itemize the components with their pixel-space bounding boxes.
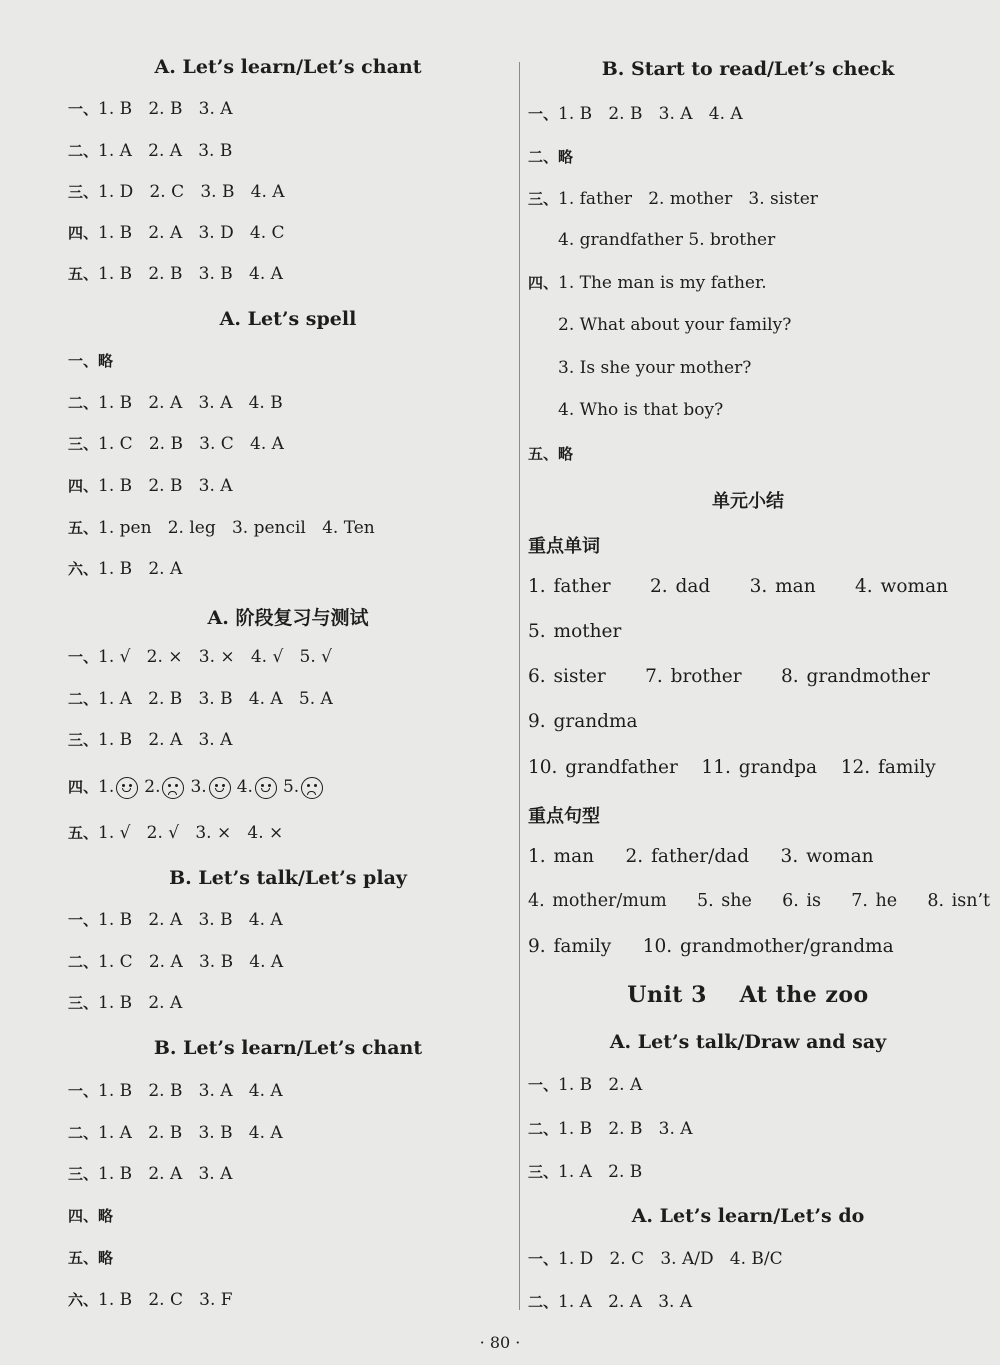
- answer-line: 四、1. B 2. B 3. A: [68, 476, 233, 496]
- section-title: A. Let’s talk/Draw and say: [609, 1031, 887, 1053]
- answer-line: 一、1. B 2. B 3. A 4. A: [68, 1081, 283, 1101]
- summary-title: 单元小结: [712, 491, 784, 512]
- answer-line: 一、1. B 2. A: [528, 1075, 643, 1095]
- answer-line: 三、1. D 2. C 3. B 4. A: [68, 182, 285, 202]
- answer-line: 五、1. B 2. B 3. B 4. A: [68, 264, 283, 284]
- unit-title: Unit 3 At the zoo: [627, 982, 869, 1008]
- face-answer-number: 1.: [98, 777, 115, 797]
- answer-line: 二、1. A 2. A 3. B: [68, 141, 233, 161]
- answer-line: 一、1. B 2. B 3. A 4. A: [528, 104, 743, 124]
- answer-line: 五、略: [68, 1249, 114, 1267]
- answer-line: 三、1. C 2. B 3. C 4. A: [68, 434, 284, 454]
- face-answer-number: 3.: [190, 777, 207, 797]
- answer-line: 三、1. B 2. A: [68, 993, 183, 1013]
- face-answer-number: 2.: [144, 777, 161, 797]
- answer-line: 二、1. B 2. B 3. A: [528, 1119, 693, 1139]
- smiley-face-icon: [255, 777, 277, 799]
- section-title: A. 阶段复习与测试: [207, 607, 369, 629]
- answer-line: 四、1. B 2. A 3. D 4. C: [68, 223, 285, 243]
- answer-line: 3. Is she your mother?: [558, 358, 752, 378]
- answer-line: 五、1. √ 2. √ 3. × 4. ×: [68, 823, 284, 843]
- answer-line: 三、1. B 2. A 3. A: [68, 1164, 233, 1184]
- face-answer-number: 5.: [282, 777, 300, 797]
- column-divider: [519, 62, 520, 1310]
- answer-line: 四、略: [68, 1207, 114, 1225]
- word-line: 6. sister 7. brother 8. grandmother: [528, 666, 930, 687]
- sentence-line: 1. man 2. father/dad 3. woman: [528, 846, 874, 867]
- section-title: A. Let’s learn/Let’s chant: [154, 56, 422, 78]
- smiley-face-icon: [209, 777, 231, 799]
- answer-line: 六、1. B 2. A: [68, 559, 183, 579]
- answer-line: 二、1. A 2. B 3. B 4. A: [68, 1123, 283, 1143]
- answer-line: 五、1. pen 2. leg 3. pencil 4. Ten: [68, 518, 375, 538]
- key-words-heading: 重点单词: [528, 536, 600, 557]
- word-line: 1. father 2. dad 3. man 4. woman: [528, 576, 949, 597]
- answer-line: 二、1. B 2. A 3. A 4. B: [68, 393, 283, 413]
- answer-line: 三、1. A 2. B: [528, 1162, 643, 1182]
- page-number: · 80 ·: [479, 1333, 521, 1352]
- answer-line: 二、1. A 2. A 3. A: [528, 1292, 693, 1312]
- smiley-face-icon: [116, 777, 138, 799]
- answer-line: 二、1. A 2. B 3. B 4. A 5. A: [68, 689, 333, 709]
- key-sentences-heading: 重点句型: [528, 806, 600, 827]
- answer-line: 二、1. C 2. A 3. B 4. A: [68, 952, 284, 972]
- sentence-line: 9. family 10. grandmother/grandma: [528, 936, 894, 957]
- answer-line: 一、1. B 2. B 3. A: [68, 99, 233, 119]
- sad-face-icon: [301, 777, 323, 799]
- word-line: 9. grandma: [528, 711, 638, 732]
- face-answer-line: 四、1. 2. 3. 4. 5.: [68, 776, 329, 799]
- answer-line: 一、略: [68, 352, 114, 370]
- section-title: B. Let’s learn/Let’s chant: [153, 1037, 423, 1059]
- answer-line: 三、1. B 2. A 3. A: [68, 730, 233, 750]
- answer-line: 二、略: [528, 148, 574, 166]
- answer-line: 4. Who is that boy?: [558, 400, 724, 420]
- section-title: B. Let’s talk/Let’s play: [169, 867, 407, 889]
- answer-line: 一、1. B 2. A 3. B 4. A: [68, 910, 283, 930]
- section-title: A. Let’s spell: [219, 308, 357, 330]
- answer-line: 四、1. The man is my father.: [528, 273, 767, 293]
- answer-line: 六、1. B 2. C 3. F: [68, 1290, 233, 1310]
- section-title: A. Let’s learn/Let’s do: [631, 1205, 865, 1227]
- sad-face-icon: [162, 777, 184, 799]
- word-line: 10. grandfather 11. grandpa 12. family: [528, 757, 936, 778]
- answer-line: 一、1. D 2. C 3. A/D 4. B/C: [528, 1249, 783, 1269]
- answer-line: 一、1. √ 2. × 3. × 4. √ 5. √: [68, 647, 332, 667]
- section-title: B. Start to read/Let’s check: [601, 58, 895, 80]
- answer-line: 4. grandfather 5. brother: [558, 230, 776, 250]
- face-answer-number: 4.: [236, 777, 253, 797]
- word-line: 5. mother: [528, 621, 622, 642]
- answer-line: 五、略: [528, 445, 574, 463]
- sentence-line: 4. mother/mum 5. she 6. is 7. he 8. isn’t: [528, 891, 991, 911]
- answer-line: 三、1. father 2. mother 3. sister: [528, 189, 818, 209]
- answer-line: 2. What about your family?: [558, 315, 792, 335]
